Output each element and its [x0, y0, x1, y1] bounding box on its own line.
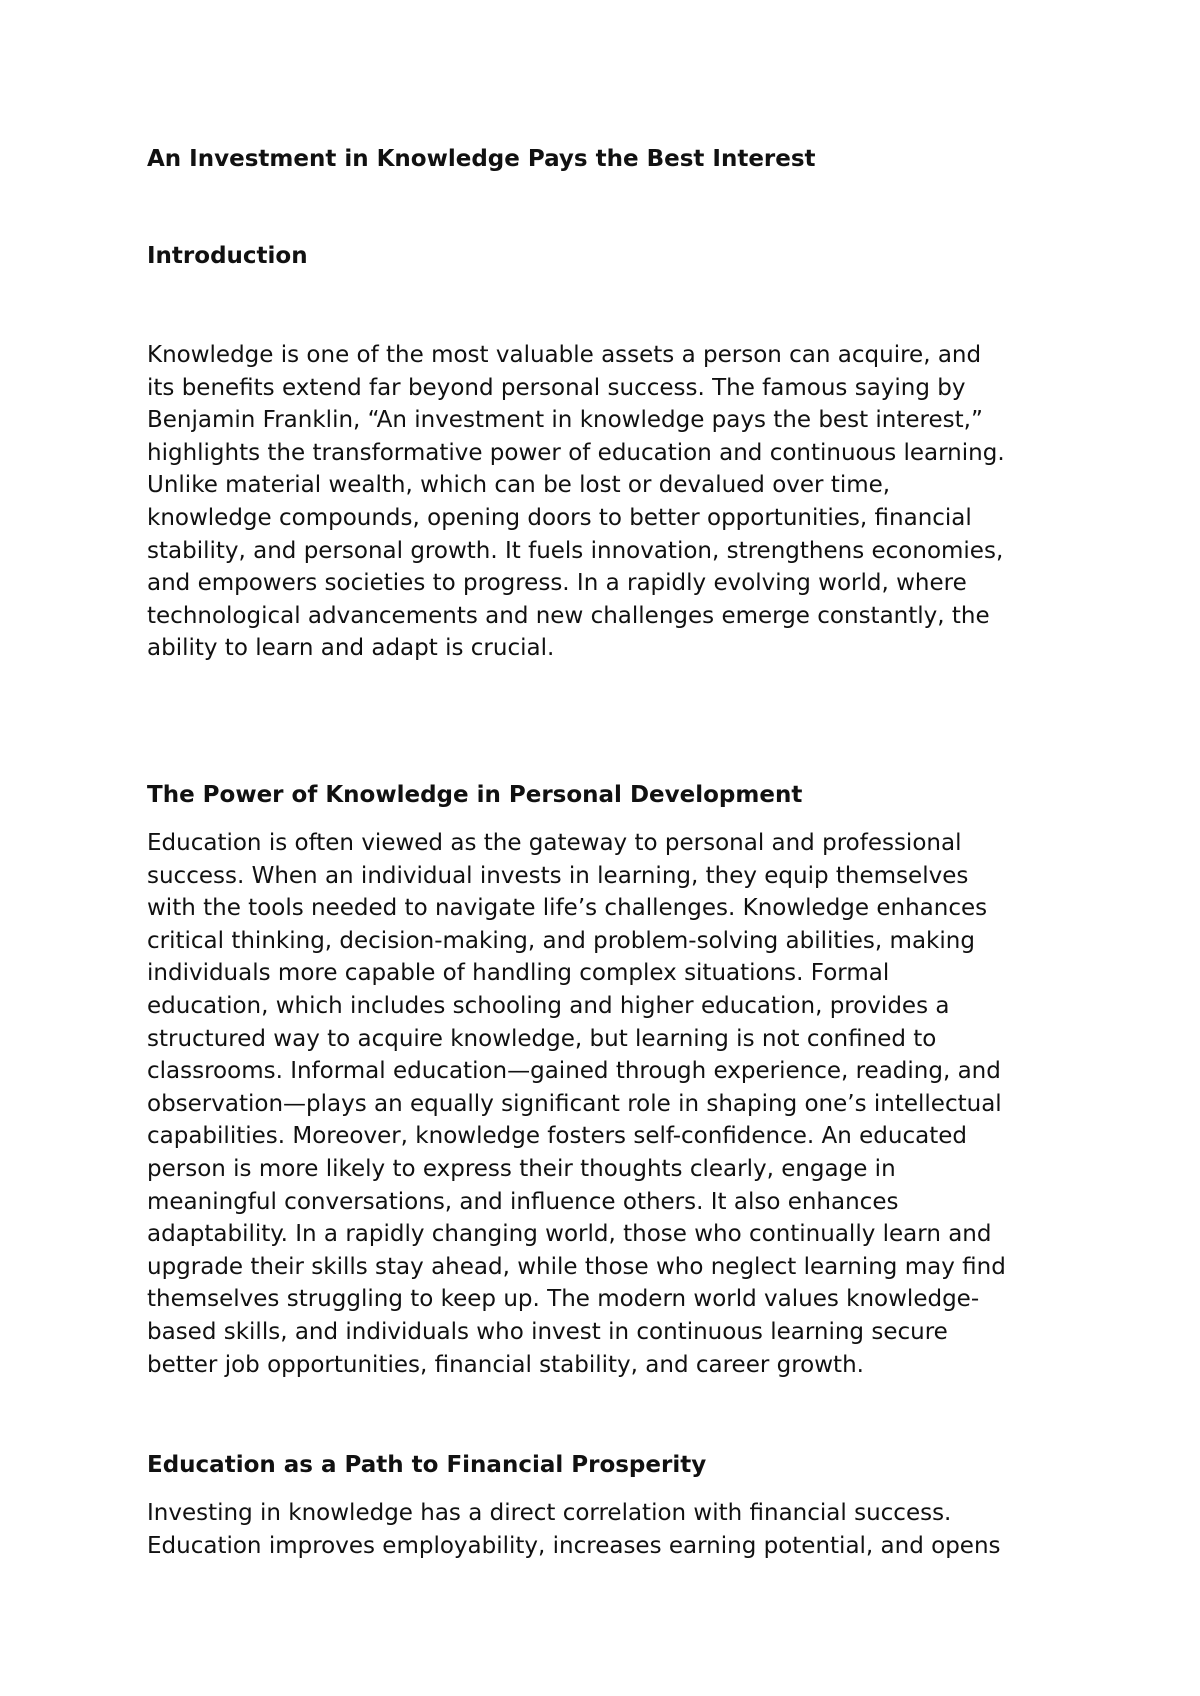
paragraph-line: stability, and personal growth. It fuels innovation, strengthens economies, [147, 537, 1004, 564]
paragraph-line: better job opportunities, financial stability, and career growth. [147, 1351, 864, 1378]
paragraph-line: Education improves employability, increases earning potential, and opens [147, 1532, 1001, 1559]
paragraph-line: technological advancements and new challenges emerge constantly, the [147, 602, 990, 629]
paragraph-line: education, which includes schooling and higher education, provides a [147, 992, 950, 1019]
paragraph-line: observation—plays an equally significant role in shaping one’s intellectual [147, 1090, 1002, 1117]
paragraph-line: highlights the transformative power of education and continuous learning. [147, 439, 1005, 466]
section-paragraph-financial-prosperity [147, 1497, 1067, 1562]
paragraph-line: based skills, and individuals who invest in continuous learning secure [147, 1318, 948, 1345]
paragraph-line: and empowers societies to progress. In a rapidly evolving world, where [147, 570, 967, 597]
paragraph-line: classrooms. Informal education—gained through experience, reading, and [147, 1058, 1001, 1085]
paragraph-line: Knowledge is one of the most valuable assets a person can acquire, and [147, 342, 982, 368]
paragraph-line: Investing in knowledge has a direct correlation with financial success. [147, 1500, 952, 1526]
paragraph-line: Benjamin Franklin, “An investment in knowledge pays the best interest,” [147, 407, 983, 434]
section-paragraph-introduction [147, 339, 1067, 665]
paragraph-line: critical thinking, decision-making, and problem-solving abilities, making [147, 927, 975, 954]
paragraph-line: knowledge compounds, opening doors to better opportunities, financial [147, 504, 972, 531]
paragraph-line: Unlike material wealth, which can be lost or devalued over time, [147, 472, 891, 499]
section-heading-personal-development: The Power of Knowledge in Personal Development [147, 782, 803, 808]
document-title: An Investment in Knowledge Pays the Best Interest [147, 146, 816, 172]
section-heading-financial-prosperity: Education as a Path to Financial Prosperity [147, 1452, 707, 1478]
paragraph-line: person is more likely to express their thoughts clearly, engage in [147, 1155, 896, 1182]
section-paragraph-personal-development [147, 827, 1067, 1381]
paragraph-line: capabilities. Moreover, knowledge fosters self-confidence. An educated [147, 1123, 967, 1150]
paragraph-line: upgrade their skills stay ahead, while those who neglect learning may find [147, 1253, 1006, 1280]
paragraph-line: ability to learn and adapt is crucial. [147, 635, 555, 662]
section-heading-introduction: Introduction [147, 243, 308, 269]
paragraph-line: adaptability. In a rapidly changing world, those who continually learn and [147, 1221, 992, 1248]
paragraph-line: its benefits extend far beyond personal success. The famous saying by [147, 374, 966, 401]
paragraph-line: with the tools needed to navigate life’s challenges. Knowledge enhances [147, 895, 988, 922]
paragraph-line: individuals more capable of handling complex situations. Formal [147, 960, 890, 987]
paragraph-line: success. When an individual invests in learning, they equip themselves [147, 862, 969, 889]
paragraph-line: themselves struggling to keep up. The modern world values knowledge- [147, 1286, 980, 1313]
paragraph-line: meaningful conversations, and influence others. It also enhances [147, 1188, 899, 1215]
paragraph-line: Education is often viewed as the gateway to personal and professional [147, 830, 962, 856]
paragraph-line: structured way to acquire knowledge, but learning is not confined to [147, 1025, 937, 1052]
